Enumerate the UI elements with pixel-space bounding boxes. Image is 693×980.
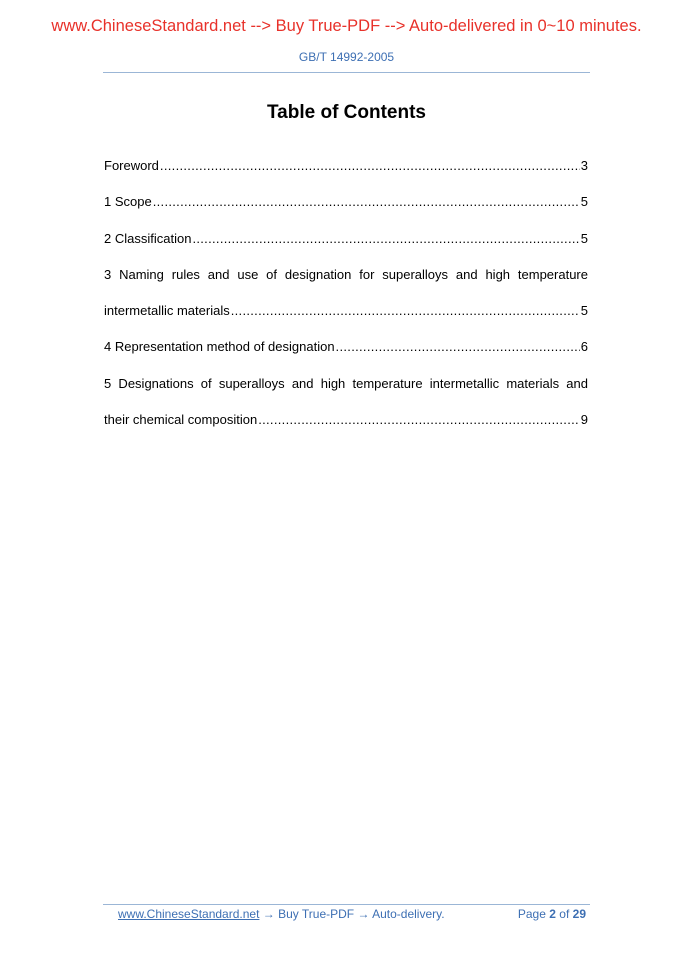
toc-leader-dots [231,293,580,329]
page-current: 2 [549,907,556,921]
toc-leader-dots [336,329,580,365]
footer-promo-text: → Buy True-PDF → Auto-delivery. [259,907,445,921]
promo-banner-link[interactable]: www.ChineseStandard.net --> Buy True-PDF --> Auto-delivered in 0~10 minutes. [51,17,642,35]
toc-entry-naming-rules-line1[interactable]: 3 Naming rules and use of designation for superalloys and high temperature [104,266,588,282]
toc-entry-designations[interactable] [104,402,588,438]
toc-leader-dots [258,402,580,438]
table-of-contents [104,148,588,438]
standard-code: GB/T 14992-2005 [298,50,395,64]
toc-entry-label: intermetallic materials [104,303,230,319]
promo-banner[interactable] [0,17,693,36]
toc-entry-page: 5 [580,194,588,210]
toc-entry-page: 9 [580,412,588,428]
toc-entry-foreword[interactable] [104,148,588,184]
page-number [518,907,586,921]
footer-divider [103,904,590,905]
toc-entry-designations-line1[interactable]: 5 Designations of superalloys and high temperature intermetallic materials and [104,375,588,391]
toc-leader-dots [153,184,580,220]
toc-entry-label: their chemical composition [104,412,258,428]
toc-entry-page: 3 [580,158,588,173]
toc-entry-label: 1 Scope [104,194,152,210]
toc-entry-label: Foreword [104,158,159,173]
toc-leader-dots [192,221,579,257]
footer-promo [118,907,445,921]
page-label: Page [517,907,546,921]
header-divider [103,72,590,73]
toc-entry-naming-rules[interactable] [104,293,588,329]
footer-site-link[interactable]: www.ChineseStandard.net [118,907,260,921]
toc-entry-label: 2 Classification [104,230,192,246]
toc-entry-classification[interactable] [104,221,588,257]
toc-entry-representation[interactable] [104,329,588,365]
toc-entry-page: 5 [580,230,588,246]
toc-entry-page: 5 [580,303,588,319]
toc-leader-dots [160,148,580,184]
page-of: of [559,907,570,921]
toc-title: Table of Contents [266,102,427,123]
toc-entry-scope[interactable] [104,184,588,220]
toc-entry-label: 4 Representation method of designation [104,339,335,355]
page-footer [118,907,586,921]
toc-entry-page: 6 [580,339,588,355]
page-total: 29 [572,907,586,921]
